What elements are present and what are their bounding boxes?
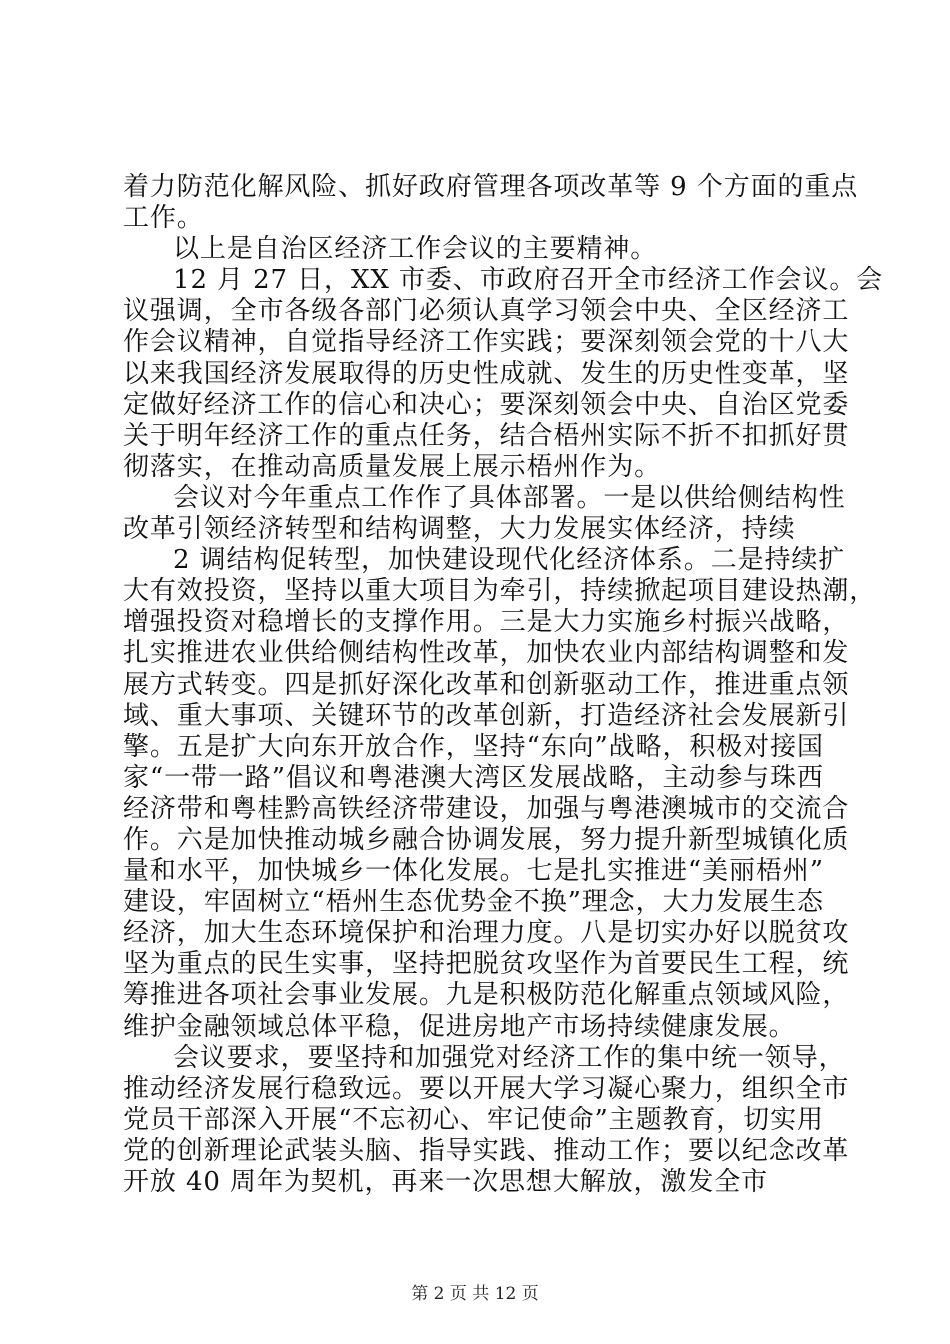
text-line: 党的创新理论武装头脑、指导实践、推动工作；要以纪念改革 — [123, 1135, 850, 1166]
text-line: 家“一带一路”倡议和粤港澳大湾区发展战略，主动参与珠西 — [123, 762, 824, 793]
text-line: 彻落实，在推动高质量发展上展示梧州作为。 — [123, 451, 662, 482]
text-line: 开放 40 周年为契机，再来一次思想大解放，激发全市 — [123, 1167, 769, 1197]
document-body — [123, 172, 884, 1198]
text-line: 筹推进各项社会事业发展。九是积极防范化解重点领域风险， — [123, 980, 850, 1011]
text-line: 展方式转变。四是抓好深化改革和创新驱动工作，推进重点领 — [123, 669, 850, 700]
text-line: 作会议精神，自觉指导经济工作实践；要深刻领会党的十八大 — [123, 327, 850, 358]
text-line: 会议对今年重点工作作了具体部署。一是以供给侧结构性 — [173, 482, 846, 513]
text-line: 工作。 — [123, 203, 204, 234]
text-line: 大有效投资，坚持以重大项目为牵引，持续掀起项目建设热潮， — [123, 576, 877, 607]
text-line: 经济带和粤桂黔高铁经济带建设，加强与粤港澳城市的交流合 — [123, 793, 850, 824]
text-line: 经济，加大生态环境保护和治理力度。八是切实办好以脱贫攻 — [123, 918, 850, 949]
page-footer: 第 2 页 共 12 页 — [411, 1284, 539, 1304]
text-line: 着力防范化解风险、抓好政府管理各项改革等 9 个方面的重点 — [123, 172, 859, 202]
text-line: 2 调结构促转型，加快建设现代化经济体系。二是持续扩 — [173, 545, 846, 576]
text-line: 增强投资对稳增长的支撑作用。三是大力实施乡村振兴战略， — [123, 607, 850, 638]
text-line: 扎实推进农业供给侧结构性改革，加快农业内部结构调整和发 — [123, 638, 850, 669]
text-line: 12 月 27 日，XX 市委、市政府召开全市经济工作会议。会 — [173, 265, 884, 296]
text-line: 以来我国经济发展取得的历史性成就、发生的历史性变革，坚 — [123, 358, 850, 389]
text-line: 维护金融领域总体平稳，促进房地产市场持续健康发展。 — [123, 1011, 796, 1042]
text-line: 议强调，全市各级各部门必须认真学习领会中央、全区经济工 — [123, 296, 850, 327]
text-line: 以上是自治区经济工作会议的主要精神。 — [173, 234, 658, 265]
text-line: 作。六是加快推动城乡融合协调发展，努力提升新型城镇化质 — [123, 824, 850, 855]
text-line: 量和水平，加快城乡一体化发展。七是扎实推进“美丽梧州” — [123, 856, 824, 887]
text-line: 党员干部深入开展“不忘初心、牢记使命”主题教育，切实用 — [123, 1104, 824, 1135]
text-line: 域、重大事项、关键环节的改革创新，打造经济社会发展新引 — [123, 700, 850, 731]
text-line: 擎。五是扩大向东开放合作，坚持“东向”战略，积极对接国 — [123, 731, 824, 762]
text-line: 改革引领经济转型和结构调整，大力发展实体经济，持续 — [123, 514, 796, 545]
text-line: 会议要求，要坚持和加强党对经济工作的集中统一领导， — [173, 1042, 846, 1073]
text-line: 定做好经济工作的信心和决心；要深刻领会中央、自治区党委 — [123, 389, 850, 420]
text-line: 推动经济发展行稳致远。要以开展大学习凝心聚力，组织全市 — [123, 1073, 850, 1104]
text-line: 建设，牢固树立“梧州生态优势金不换”理念，大力发展生态 — [123, 887, 824, 918]
text-line: 坚为重点的民生实事，坚持把脱贫攻坚作为首要民生工程，统 — [123, 949, 850, 980]
text-line: 关于明年经济工作的重点任务，结合梧州实际不折不扣抓好贯 — [123, 420, 850, 451]
